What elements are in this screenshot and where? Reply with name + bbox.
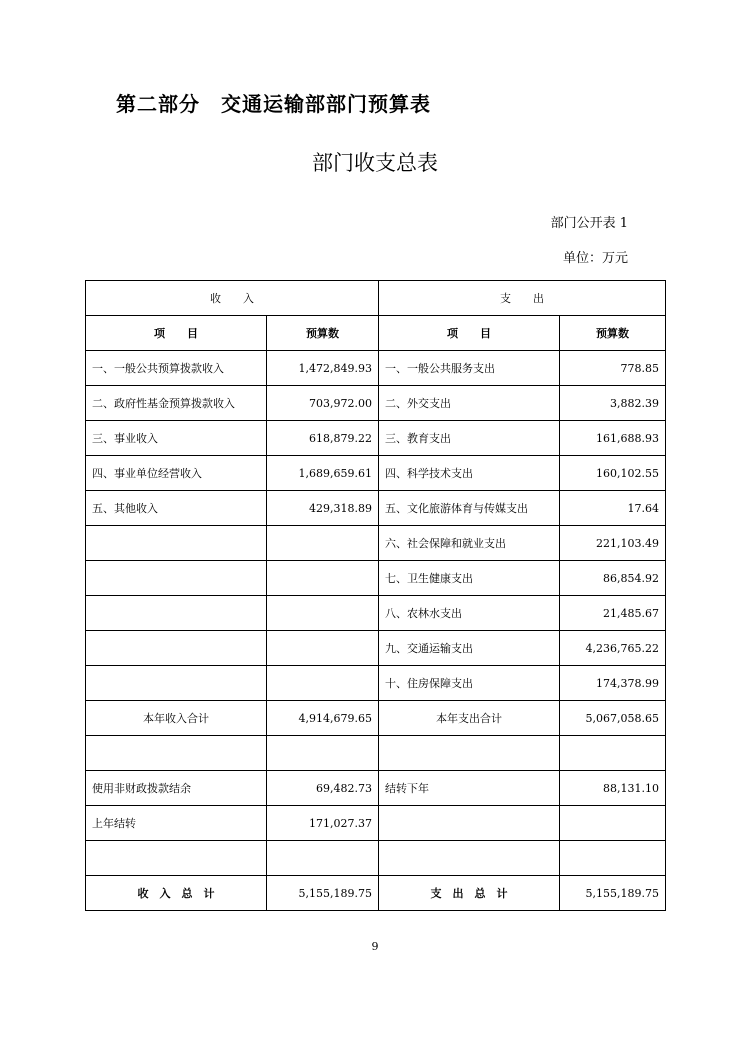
table-row	[86, 631, 666, 666]
budget-table	[85, 280, 666, 911]
income-item	[86, 666, 267, 701]
income-value: 1,472,849.93	[267, 351, 379, 386]
year-total-row	[86, 701, 666, 736]
income-item	[86, 526, 267, 561]
year-expense-total-value: 5,067,058.65	[560, 701, 666, 736]
blank-row	[86, 736, 666, 771]
expense-item: 八、农林水支出	[379, 596, 560, 631]
grand-income-total-value: 5,155,189.75	[267, 876, 379, 911]
empty-cell	[267, 841, 379, 876]
expense-item: 十、住房保障支出	[379, 666, 560, 701]
income-value: 1,689,659.61	[267, 456, 379, 491]
table-row	[86, 666, 666, 701]
non-fiscal-value: 69,482.73	[267, 771, 379, 806]
col-budget-income: 预算数	[267, 316, 379, 351]
carry-forward-label: 结转下年	[379, 771, 560, 806]
expense-item: 五、文化旅游体育与传媒支出	[379, 491, 560, 526]
expense-item: 三、教育支出	[379, 421, 560, 456]
empty-cell	[379, 806, 560, 841]
empty-cell	[86, 736, 267, 771]
income-value: 618,879.22	[267, 421, 379, 456]
table-title: 部门收支总表	[312, 151, 438, 175]
income-value	[267, 666, 379, 701]
col-budget-expense: 预算数	[560, 316, 666, 351]
table-row	[86, 561, 666, 596]
expense-item: 七、卫生健康支出	[379, 561, 560, 596]
table-row	[86, 421, 666, 456]
carry-over-value: 171,027.37	[267, 806, 379, 841]
table-row	[86, 526, 666, 561]
carry-forward-value: 88,131.10	[560, 771, 666, 806]
group-header-row	[86, 281, 666, 316]
expense-value: 221,103.49	[560, 526, 666, 561]
expense-value: 3,882.39	[560, 386, 666, 421]
income-item	[86, 561, 267, 596]
expense-value: 86,854.92	[560, 561, 666, 596]
page-number: 9	[371, 940, 379, 953]
income-value	[267, 526, 379, 561]
non-fiscal-row	[86, 771, 666, 806]
non-fiscal-label: 使用非财政拨款结余	[86, 771, 267, 806]
income-value	[267, 596, 379, 631]
table-row	[86, 491, 666, 526]
empty-cell	[560, 806, 666, 841]
column-header-row	[86, 316, 666, 351]
expense-value: 4,236,765.22	[560, 631, 666, 666]
year-expense-total-label: 本年支出合计	[379, 701, 560, 736]
expense-value: 160,102.55	[560, 456, 666, 491]
empty-cell	[560, 841, 666, 876]
data-rows	[86, 351, 666, 701]
empty-cell	[379, 841, 560, 876]
table-row	[86, 596, 666, 631]
year-income-total-value: 4,914,679.65	[267, 701, 379, 736]
col-item-income: 项 目	[86, 316, 267, 351]
table-row	[86, 351, 666, 386]
carry-over-row	[86, 806, 666, 841]
income-item	[86, 631, 267, 666]
year-income-total-label: 本年收入合计	[86, 701, 267, 736]
expense-value: 161,688.93	[560, 421, 666, 456]
empty-cell	[267, 736, 379, 771]
expense-item: 六、社会保障和就业支出	[379, 526, 560, 561]
income-value	[267, 561, 379, 596]
expense-item: 二、外交支出	[379, 386, 560, 421]
expense-item: 九、交通运输支出	[379, 631, 560, 666]
grand-income-total-label: 收 入 总 计	[86, 876, 267, 911]
blank-row	[86, 841, 666, 876]
grand-total-row	[86, 876, 666, 911]
table-row	[86, 386, 666, 421]
expense-value: 21,485.67	[560, 596, 666, 631]
income-value: 429,318.89	[267, 491, 379, 526]
expense-value: 17.64	[560, 491, 666, 526]
group-expense-header: 支 出	[379, 281, 666, 316]
empty-cell	[86, 841, 267, 876]
group-income-header: 收 入	[86, 281, 379, 316]
expense-item: 一、一般公共服务支出	[379, 351, 560, 386]
expense-value: 778.85	[560, 351, 666, 386]
part-title: 第二部分 交通运输部部门预算表	[116, 92, 431, 116]
income-item: 五、其他收入	[86, 491, 267, 526]
expense-value: 174,378.99	[560, 666, 666, 701]
empty-cell	[379, 736, 560, 771]
grand-expense-total-label: 支 出 总 计	[379, 876, 560, 911]
form-label: 部门公开表 1	[550, 216, 628, 231]
unit-label: 单位：万元	[562, 251, 628, 266]
income-value	[267, 631, 379, 666]
grand-expense-total-value: 5,155,189.75	[560, 876, 666, 911]
carry-over-label: 上年结转	[86, 806, 267, 841]
income-item: 三、事业收入	[86, 421, 267, 456]
empty-cell	[560, 736, 666, 771]
income-value: 703,972.00	[267, 386, 379, 421]
income-item: 一、一般公共预算拨款收入	[86, 351, 267, 386]
income-item: 二、政府性基金预算拨款收入	[86, 386, 267, 421]
table-row	[86, 456, 666, 491]
col-item-expense: 项 目	[379, 316, 560, 351]
expense-item: 四、科学技术支出	[379, 456, 560, 491]
income-item	[86, 596, 267, 631]
income-item: 四、事业单位经营收入	[86, 456, 267, 491]
